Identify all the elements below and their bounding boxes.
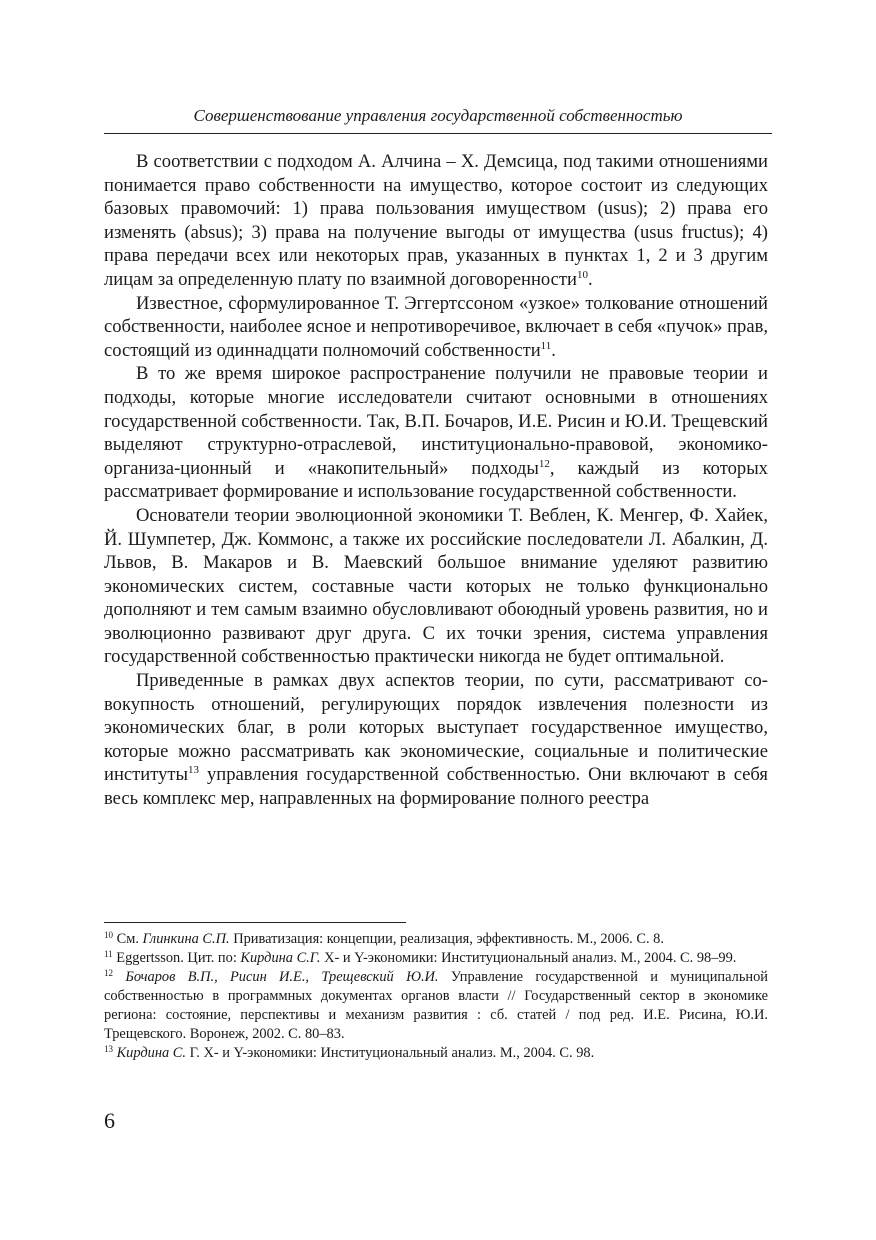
paragraph [104, 292, 768, 363]
footnote-number: 10 [104, 930, 113, 940]
footnote-lead: Eggertsson. Цит. по: [116, 950, 241, 966]
paragraph-tail: , каждый из которых рассматривает формирование и использование государственной собственности. [104, 457, 768, 503]
paragraph-tail: управления государственной собственностью. Они включают в себя весь комплекс мер, направленных на формирование полного реестра [104, 764, 768, 810]
paragraph [104, 362, 768, 504]
footnote-text: X- и Y-экономики: Институциональный анализ. М., 2004. С. 98–99. [320, 950, 737, 966]
footnote-author: Глинкина С.П. [142, 931, 230, 947]
footnote-author: Кирдина С. [116, 1045, 186, 1061]
footnote [104, 930, 768, 949]
paragraph-tail: . [588, 268, 593, 290]
footnote [104, 1044, 768, 1063]
footnote [104, 949, 768, 968]
footnote-ref[interactable]: 13 [188, 764, 200, 777]
paragraph-text: Основатели теории эволюционной экономики Т. Веблен, К. Менгер, Ф. Хайек, Й. Шумпетер, Дж. Коммонс, а также их российские последователи Л. Абалкин, Д. Львов, В. Макаров и В. Маевский большое внимание уделяют развитию экономических систем, составные части которых не только функционально дополняют и тем самым взаимно обусловливают обоюдный уровень развития, но и эволюционно развивают друг друга. С их точки зрения, система управления государственной собственностью практически никогда не будет оптимальной. [104, 504, 768, 668]
footnote-ref[interactable]: 12 [538, 457, 550, 470]
paragraph [104, 504, 768, 669]
body-text [104, 150, 768, 811]
footnote-author: Бочаров В.П., Рисин И.Е., Трещевский Ю.И. [125, 969, 439, 985]
paragraph-text: Известное, сформулированное Т. Эггертссоном «узкое» толкование отношений собственности, наиболее ясное и непротиворечивое, включает в себя «пучок» прав, состоящий из одиннадцати полномочий собственности [104, 292, 768, 361]
paragraph [104, 150, 768, 292]
footnote-number: 13 [104, 1044, 113, 1054]
footnote-rule [104, 922, 406, 923]
paragraph-text: В соответствии с подходом А. Алчина – Х. Демсица, под такими отношениями понимается право собственности на имущество, которое состоит из следующих базовых правомочий: 1) права пользования имуществом (usus); 2) права его изменять (absus); 3) права на получение выгоды от имущества (usus fructus); 4) права передачи всех или некоторых прав, указанных в пунктах 1, 2 и 3 другим лицам за определенную плату по взаимной договоренности [104, 151, 768, 290]
footnote [104, 968, 768, 1044]
footnote-text: Управление государственной и муниципальной собственностью в программных документах органов власти // Государственный сектор в экономике региона: состояние, перспективы и механизм развития : сб. статей / под ред. И.Е. Рисина, Ю.И. Трещевского. Воронеж, 2002. С. 80–83. [104, 969, 768, 1042]
footnote-ref[interactable]: 11 [540, 339, 552, 352]
footnote-text: Г. X- и Y-экономики: Институциональный анализ. М., 2004. С. 98. [185, 1045, 595, 1061]
footnote-text: Приватизация: концепции, реализация, эффективность. М., 2006. С. 8. [229, 931, 664, 947]
footnote-author: Кирдина С.Г. [240, 950, 321, 966]
running-head: Совершенствование управления государственной собственностью [193, 106, 683, 125]
page-number: 6 [104, 1108, 115, 1133]
header-rule [104, 133, 772, 134]
footnotes [104, 930, 768, 1063]
footnote-number: 11 [104, 949, 113, 959]
paragraph [104, 669, 768, 811]
footnote-lead: См. [116, 931, 143, 947]
paragraph-text: Приведенные в рамках двух аспектов теории, по сути, рассматривают совокупность отношений, регулирующих порядок извлечения полезности из экономических благ, в роли которых выступает государственное имущество, которые можно рассматривать как экономические, социальные и политические институты [104, 670, 768, 786]
footnote-number: 12 [104, 968, 113, 978]
paragraph-tail: . [551, 339, 556, 361]
paragraph-text: В то же время широкое распространение получили не правовые теории и подходы, которые многие исследователи считают основными в отношениях государственной собственности. Так, В.П. Бочаров, И.Е. Рисин и Ю.И. Трещевский выделяют структурно-отраслевой, институционально-правовой, экономико-организа-ционный и «накопительный» подходы [104, 363, 768, 479]
footnote-ref[interactable]: 10 [577, 268, 588, 281]
